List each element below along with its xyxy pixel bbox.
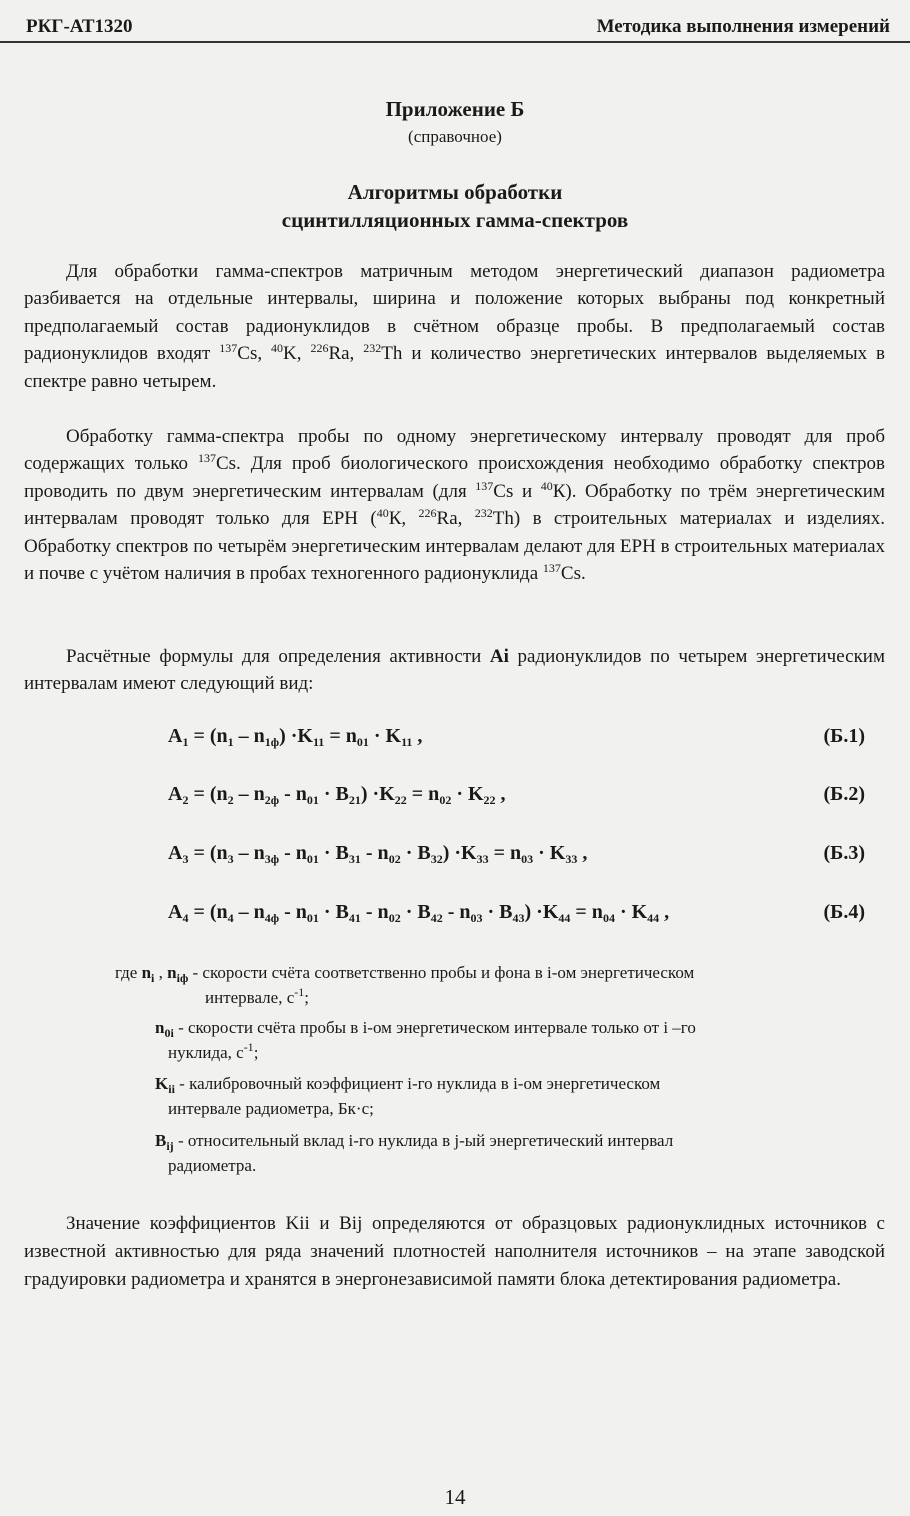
definition-n0i: $n_{0i}$ - скорости счёта пробы в i-ом энергетическом интервале только от i –го нуклида, $с^{-1}$; <box>155 1018 696 1062</box>
header-divider <box>0 41 910 43</box>
page-header <box>22 14 890 38</box>
paragraph-2: Обработку гамма-спектра пробы по одному энергетическому интервалу проводят для проб содержащих только $^{137}$Cs. Для проб биологического происхождения необходимо обработку спектров проводить по двум энергетическим интервалам (для $^{137}$Cs и $^{40}$К). Обработку по трём энергетическим интервалам проводят только для ЕРН ($^{40}$К, $^{226}$Ra, $^{232}$Th) в строительных материалах и изделиях. Обработку спектров по четырём энергетическим интервалам делают для ЕРН в строительных материалах и почве с учётом наличия в пробах техногенного радионуклида $^{137}$Cs. <box>24 426 886 585</box>
header-doc-code: РКГ-АТ1320 <box>26 16 133 37</box>
formula-b2: $A_2 = (n_2 - n_{2ф} - n_{01} \cdot B_{21}) \cdot K_{22} = n_{02} \cdot K_{22}$ , <box>168 783 506 807</box>
paragraph-4: Значение коэффициентов Kii и Bij определяются от образцовых радионуклидных источников с известной активностью для ряда значений плотностей наполнителя источников – на этапе заводской градуировки радиометра и хранятся в энергонезависимой памяти блока детектирования радиометра. <box>24 1213 885 1290</box>
section-heading <box>0 178 910 234</box>
appendix-title: Приложение Б <box>385 97 525 121</box>
formula-b3-label: (Б.3) <box>823 842 865 864</box>
formula-b3: $A_3 = (n_3 - n_{3ф} - n_{01} \cdot B_{31} - n_{02} \cdot B_{32}) \cdot K_{33} = n_{03} \cdot K_{33}$ , <box>168 842 588 866</box>
definition-bij: $B_{ij}$ - относительный вклад i-го нуклида в j-ый энергетический интервал радиометра. <box>155 1131 674 1175</box>
heading-line-1: Алгоритмы обработки <box>347 180 563 204</box>
paragraph-1: Для обработки гамма-спектров матричным методом энергетический диапазон радиометра разбивается на отдельные интервалы, ширина и положение которых выбраны под конкретный предполагаемый состав радионуклидов в счётном образце пробы. В предполагаемый состав радионуклидов входят $^{137}$Cs, $^{40}$K, $^{226}$Ra, $^{232}$Th и количество энергетических интервалов выделяемых в спектре равно четырем. <box>24 261 886 392</box>
definition-n-i: где $n_i$ , $n_{iф}$ - скорости счёта соответственно пробы и фона в i-ом энергетическом интервале, $с^{-1}$; <box>115 963 695 1007</box>
heading-line-2: сцинтилляционных гамма-спектров <box>281 208 629 232</box>
formula-b1: $A_1 = (n_1 - n_{1ф}) \cdot K_{11} = n_{01} \cdot K_{11}$ , <box>168 725 423 749</box>
header-doc-title: Методика выполнения измерений <box>596 16 890 37</box>
page-number: 14 <box>444 1485 466 1509</box>
formula-b4-label: (Б.4) <box>823 901 865 923</box>
paragraph-3: Расчётные формулы для определения активности Ai радионуклидов по четырем энергетическим интервалам имеют следующий вид: <box>24 646 885 695</box>
definition-kii: $K_{ii}$ - калибровочный коэффициент i-го нуклида в i-ом энергетическом интервале радиометра, Бк·с; <box>155 1074 661 1118</box>
formula-b4: $A_4 = (n_4 - n_{4ф} - n_{01} \cdot B_{41} - n_{02} \cdot B_{42} - n_{03} \cdot B_{43}) \cdot K_{44} = n_{04} \cdot K_{44}$ , <box>168 901 670 925</box>
formula-b2-label: (Б.2) <box>823 783 865 805</box>
formula-b1-label: (Б.1) <box>823 725 865 747</box>
appendix-note: (справочное) <box>408 127 502 146</box>
